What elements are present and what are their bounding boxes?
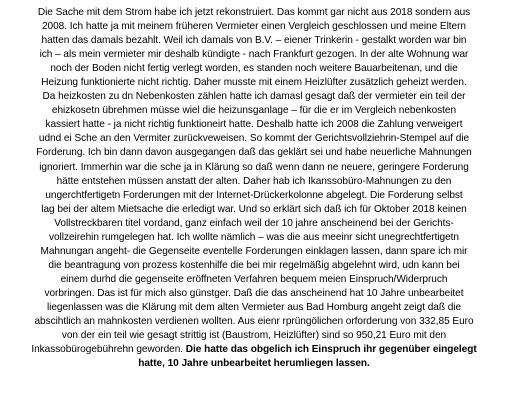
text-line: einem durhd die gegenseite eröffneten Verfahren bequem meien Einspruch/Widerpruch: [60, 273, 448, 285]
text-line: ich – als mein vermieter mir deshalb kündigte - nach Frankfurt gezogen. In der alte Wohnung war: [39, 49, 469, 61]
text-line: hatten das damals bezahlt. Weil ich damals von B.V. – eiener Trinkerin - gestalkt worden war bin: [41, 35, 467, 47]
text-line: Heizung funktionierte nicht richtig. Daher musste mit einem Heizlüfter zusätzlich geheizt werden.: [41, 77, 467, 89]
bold-emphasis-text: Die hatte das obgelich ich Einspruch ihr gegenüber eingelegt: [185, 344, 477, 356]
text-line: noch der Boden nicht fertig verlegt worden, es standen noch weitere Bauarbeitenan, und die: [50, 63, 458, 75]
text-line: Vollstreckbaren titel vordand, ganz einfach weil der 10 jahre anscheinend bei der Gerichts-: [54, 217, 454, 229]
text-line: lag bei der altem Mietsache die erledigt war. Und so erklärt sich daß ich für Oktober 2018 keinen: [41, 203, 467, 215]
text-line: Die Sache mit dem Strom habe ich jetzt rekonstruiert. Das kommt gar nicht aus 2018 sondern aus: [37, 7, 471, 18]
text-line-plain-part: Inkassobürogebührehn geworden.: [31, 344, 186, 356]
text-line: 2008. Ich hatte ja mit meinem früheren Vermieter einen Vergleich geschlossen und meine Eltern: [41, 21, 466, 33]
text-line: ungerchtfertigetn Forderungen mit der Internet-Drückerkolonne abgelegt. Die Forderung selbst: [45, 189, 463, 201]
text-line: abscihtlich an mahnkosten verdienen wollten. Aus eienr rprüngölichen orforderung von 332,85 Euro: [34, 316, 474, 328]
text-line: ignoriert. Immerhin war die sche ja in Klärung so daß wenn dann ne neuere, geringere Forderung: [39, 161, 469, 173]
text-line: hätte entstehen müssen anstatt der alten. Daher hab ich Ikanssobüro-Mahnungen zu den: [56, 175, 452, 187]
text-line: Forderung. Ich bin dann davon ausgegangen daß das geklärt sei und habe neuerliche Mahnungen: [36, 147, 472, 159]
text-line: kassiert hatte - ja nicht richtig funktioneirt hatte. Deshalb hatte ich 2008 die Zahlung verweigert: [45, 119, 463, 131]
text-line: ehizkosetn übrehmen müsse wiel die heizunsganlage – für die er im Vergleich nebenkosten: [51, 105, 457, 117]
text-line: udnd ei Sche an den Vermiter zurückveweisen. So kommt der Gerichtsvollziehrin-Stempel auf die: [38, 133, 470, 145]
bold-emphasis-line: hatte, 10 Jahre unbearbeitet herumliegen lassen.: [138, 358, 370, 370]
text-line: Da heizkosten zu dn Nebenkosten zählen hatte ich damasl gesagt daß der vermieter ein teil der: [42, 91, 466, 103]
text-line: vollzeirehin rumgelegen hat. Ich wollte nämlich – was die aus meeinr sicht unegrechtfertigetn: [49, 231, 459, 243]
text-line: von der ein teil wie gesagt strittig ist (Baustrom, Heizlüfter) sind so 950,21 Euro mit den: [61, 330, 447, 342]
text-line-mixed: [4, 343, 504, 357]
text-line: liegenlassen was die Klärung mit dem alten Vermieter aus Bad Homburg angeht zeigt daß die: [46, 301, 462, 313]
text-line: die beantragung von prozess kostenhilfe die bei mir regelmäßig abgelehnt wird, udn kann bei: [48, 259, 460, 271]
text-line: vorbringen. Das ist für mich also günstger. Daß die das anscheinend hat 10 Jahre unbearbeitet: [44, 287, 464, 299]
text-line: Mahnungan angeht- die Gegenseite eventelle Forderungen einklagen lassen, dann spare ich mir: [40, 245, 468, 257]
